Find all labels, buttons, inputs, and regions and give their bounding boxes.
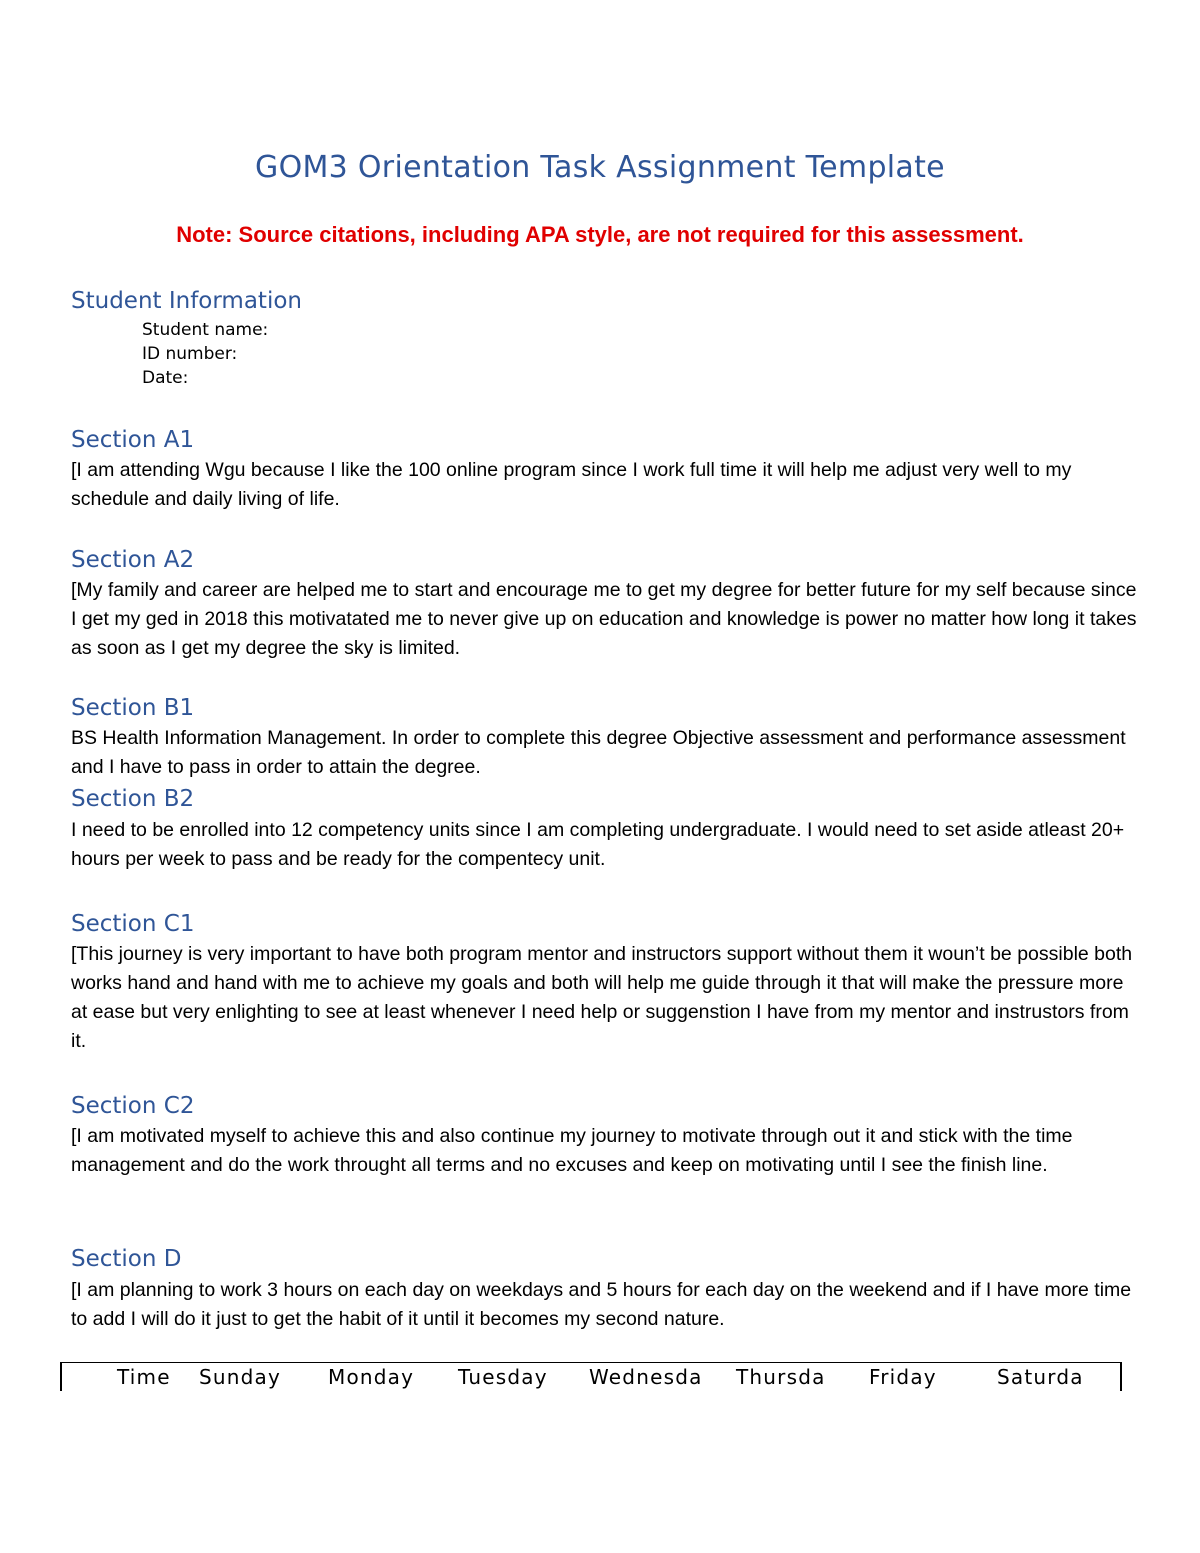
- section-d-text: [I am planning to work 3 hours on each day on weekdays and 5 hours for each day on the weekend and if I have more time to add I will do it just to get the habit of it until it becomes my second nature.: [71, 1279, 1132, 1330]
- section-b1-text: BS Health Information Management. In order to complete this degree Objective assessment and performance assessment and I have to pass in order to attain the degree.: [71, 727, 1126, 778]
- section-c1-heading: Section C1: [71, 911, 195, 937]
- schedule-header-tuesday: Tuesday: [458, 1365, 548, 1389]
- section-d-heading: Section D: [71, 1246, 182, 1272]
- section-c2-text: [I am motivated myself to achieve this and also continue my journey to motivate through out it and stick with the time management and do the work throught all terms and no excuses and keep on motivating until I see the finish line.: [71, 1125, 1073, 1176]
- section-b1-heading: Section B1: [71, 695, 195, 721]
- section-a2-heading: Section A2: [71, 547, 195, 573]
- section-c1-text: [This journey is very important to have both program mentor and instructors support without them it woun’t be possible both works hand and hand with me to achieve my goals and both will help me guide through it that will make the pressure more at ease but very enlighting to see at least whenever I need help or suggenstion I have from my mentor and instrustors from it.: [71, 943, 1133, 1052]
- section-a2-text: [My family and career are helped me to start and encourage me to get my degree for better future for my self because since I get my ged in 2018 this motivatated me to never give up on education and knowledge is power no matter how long it takes as soon as I get my degree the sky is limited.: [71, 579, 1137, 659]
- id-number-label: ID number:: [142, 344, 238, 364]
- schedule-header-sunday: Sunday: [199, 1365, 282, 1389]
- schedule-header-monday: Monday: [328, 1365, 415, 1389]
- schedule-header-friday: Friday: [869, 1365, 937, 1389]
- schedule-header-thursday: Thursda: [736, 1365, 826, 1389]
- document-title: GOM3 Orientation Task Assignment Template: [255, 150, 945, 185]
- student-info-heading: Student Information: [71, 288, 302, 314]
- section-b2-heading: Section B2: [71, 786, 195, 812]
- student-name-label: Student name:: [142, 320, 269, 340]
- schedule-header-saturday: Saturda: [997, 1365, 1084, 1389]
- date-label: Date:: [142, 368, 189, 388]
- schedule-header-wednesday: Wednesda: [589, 1365, 703, 1389]
- section-a1-heading: Section A1: [71, 427, 195, 453]
- schedule-header-time: Time: [117, 1365, 171, 1389]
- section-b2-text: I need to be enrolled into 12 competency units since I am completing undergraduate. I would need to set aside atleast 20+ hours per week to pass and be ready for the compentecy unit.: [71, 819, 1125, 870]
- note-text: Note: Source citations, including APA style, are not required for this assessment.: [176, 222, 1024, 247]
- section-c2-heading: Section C2: [71, 1093, 195, 1119]
- section-a1-text: [I am attending Wgu because I like the 100 online program since I work full time it will help me adjust very well to my schedule and daily living of life.: [71, 459, 1072, 510]
